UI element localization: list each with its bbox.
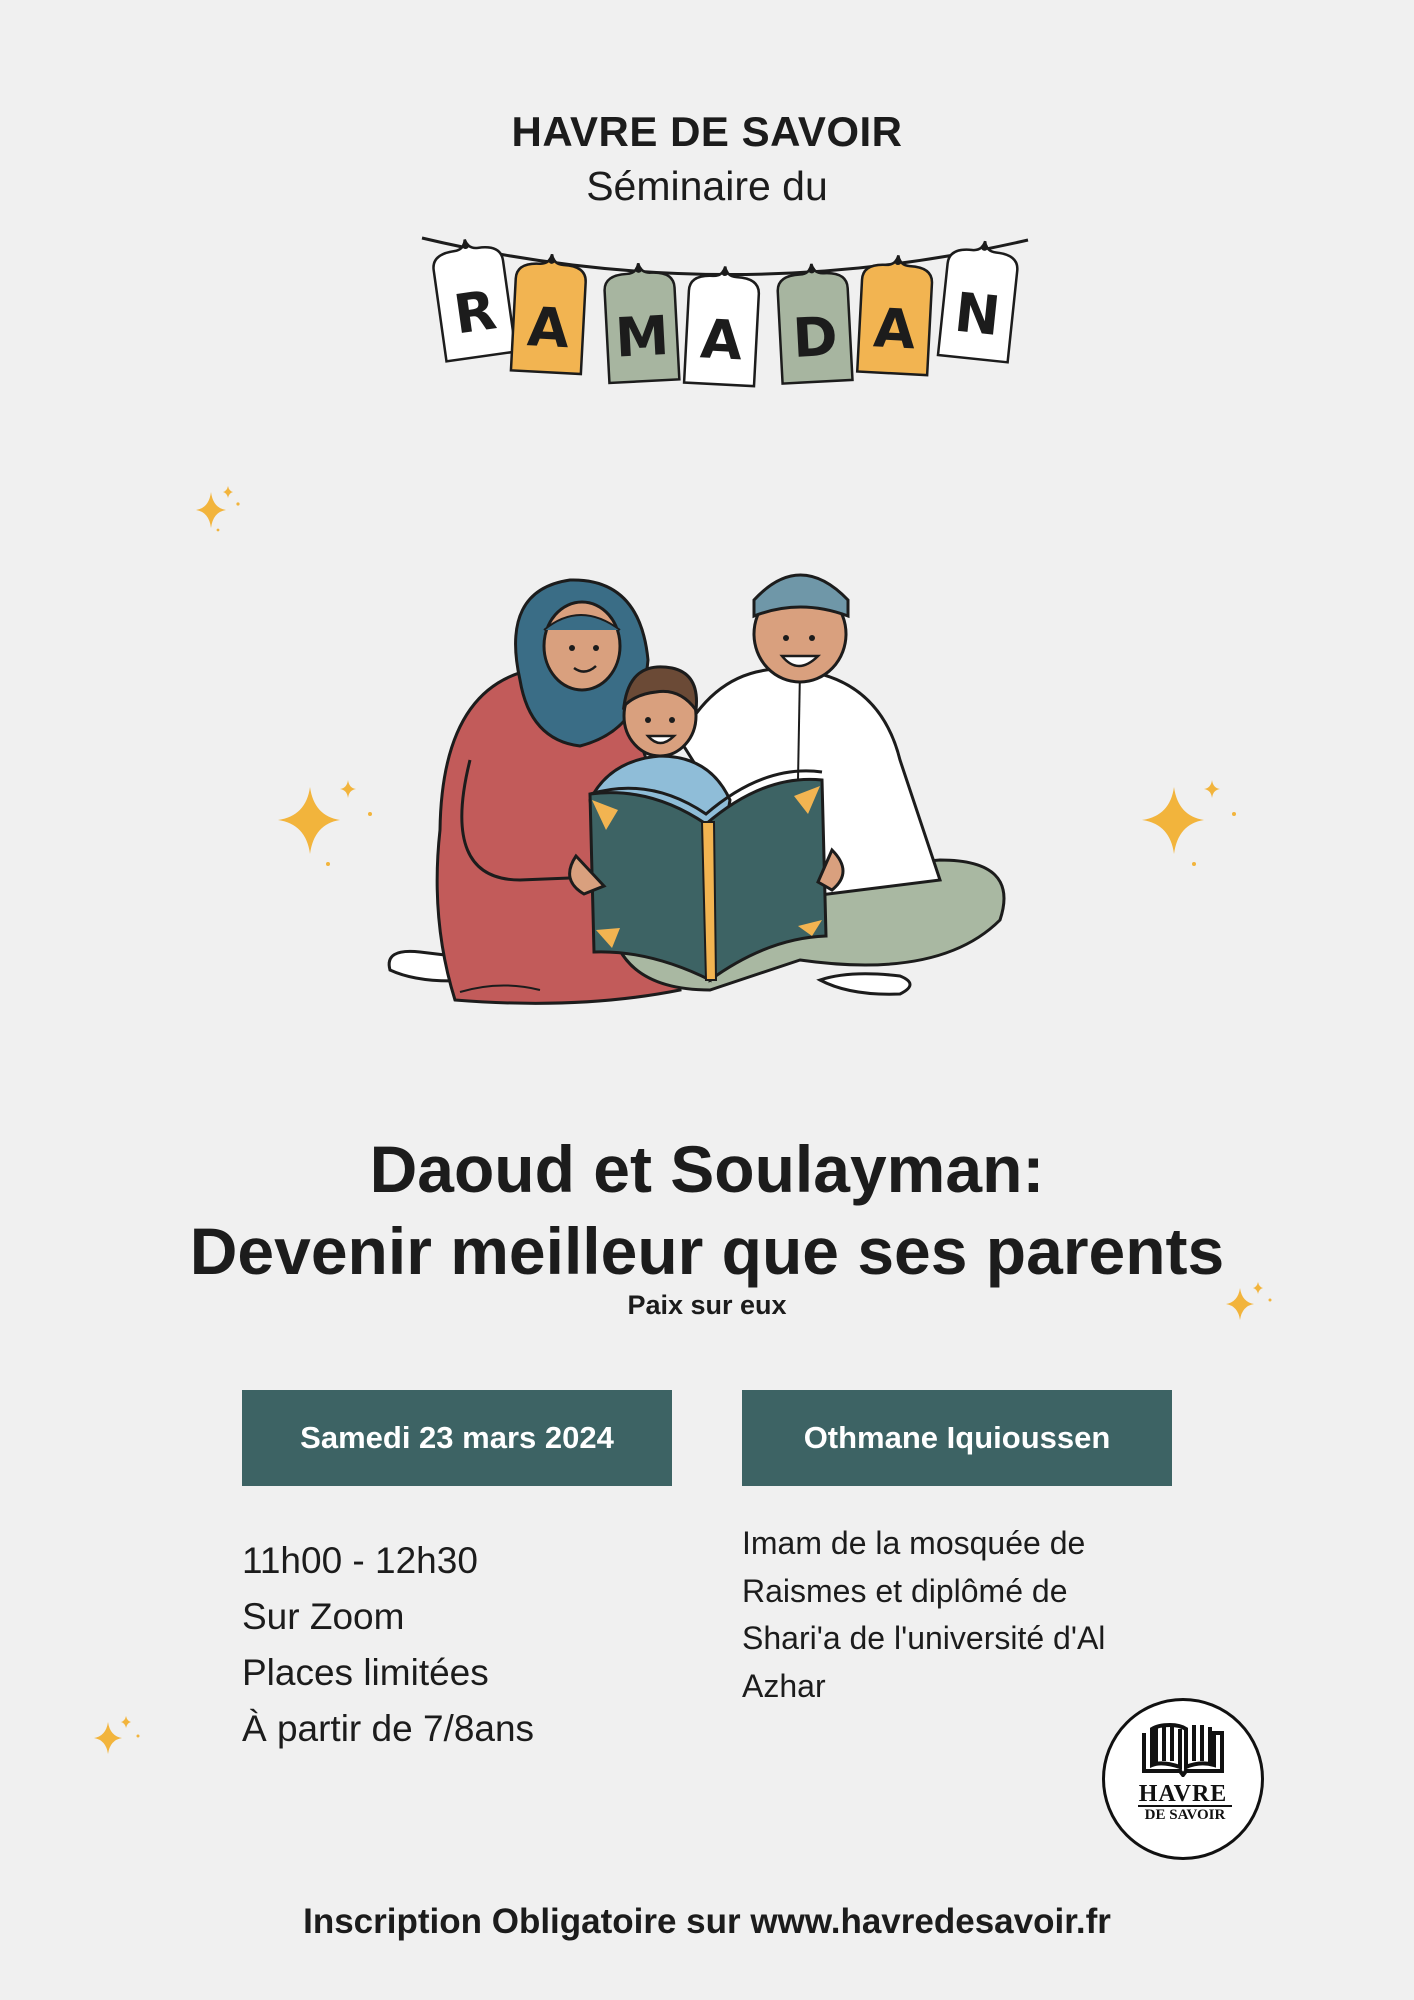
banner-letter: R [449, 278, 500, 347]
banner-letter: N [951, 280, 1004, 349]
registration-footer: Inscription Obligatoire sur www.havredesavoir.fr [303, 1902, 1111, 1941]
event-capacity: Places limitées [242, 1652, 489, 1693]
banner-flag [684, 265, 760, 387]
banner-letter: A [525, 295, 571, 361]
banner-flag [603, 261, 679, 383]
event-age: À partir de 7/8ans [242, 1708, 535, 1749]
speaker-bio-line: Imam de la mosquée de [742, 1525, 1086, 1561]
banner-letter: A [871, 296, 918, 362]
banner-flag [511, 253, 587, 375]
sparkle-icon-bottom-left [86, 1714, 146, 1764]
banner-letter: M [613, 303, 671, 370]
speaker-bio-line: Raismes et diplômé de [742, 1572, 1068, 1609]
sparkle-icon-right [1134, 772, 1244, 872]
speaker-bio-line: Azhar [742, 1667, 826, 1704]
book-icon [1140, 1723, 1226, 1777]
event-location: Sur Zoom [242, 1596, 405, 1637]
speaker-badge: Othmane Iquioussen [742, 1390, 1172, 1486]
event-details [242, 1533, 534, 1757]
havre-de-savoir-logo [1102, 1698, 1264, 1860]
logo-line-1: HAVRE [1138, 1781, 1228, 1807]
banner-flag [776, 262, 852, 384]
organization-title: HAVRE DE SAVOIR [511, 108, 903, 155]
family-reading-illustration [380, 560, 1030, 1050]
event-time: 11h00 - 12h30 [242, 1540, 478, 1581]
banner-flag [857, 254, 933, 376]
seminar-subtitle: Séminaire du [586, 163, 828, 209]
banner-flag [938, 238, 1020, 363]
banner-letter: A [698, 307, 744, 373]
banner-letter: D [791, 304, 840, 370]
speaker-bio-line: Shari'a de l'université d'Al [742, 1620, 1106, 1656]
date-badge: Samedi 23 mars 2024 [242, 1390, 672, 1486]
logo-line-2: DE SAVOIR [1138, 1805, 1232, 1824]
sparkle-icon-left [270, 772, 380, 872]
title-line-1: Daoud et Soulayman: [369, 1132, 1045, 1206]
title-line-2: Devenir meilleur que ses parents [189, 1214, 1225, 1288]
sparkle-icon-top-left [186, 482, 246, 542]
seminar-title [0, 1128, 1414, 1292]
speaker-bio [742, 1520, 1162, 1710]
title-tagline: Paix sur eux [627, 1290, 787, 1320]
ramadan-banner [410, 230, 1040, 400]
